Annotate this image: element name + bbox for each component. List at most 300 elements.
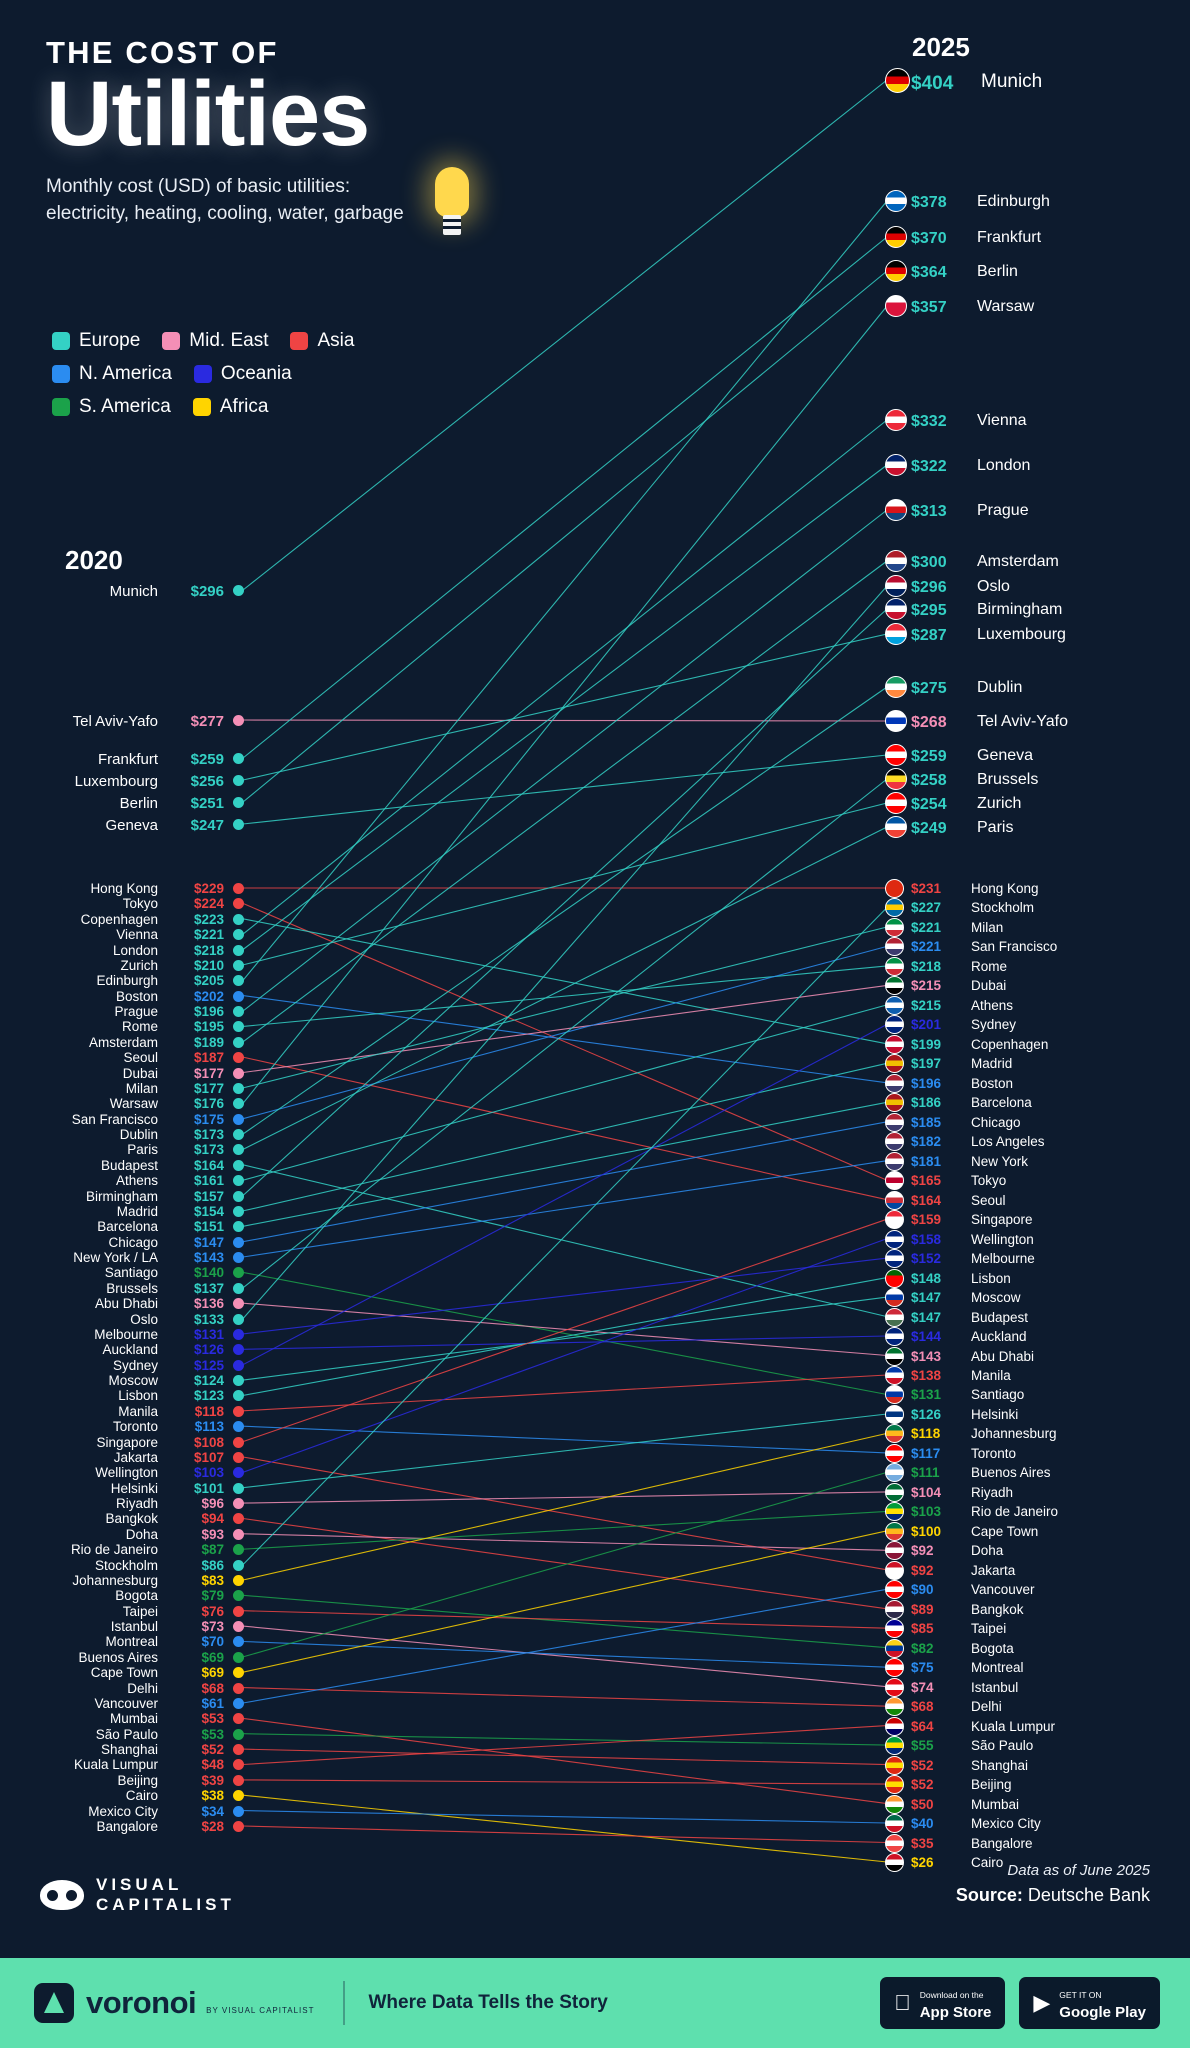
right-row <box>885 819 1190 837</box>
flag-icon-barcelona <box>885 1093 904 1112</box>
city-label: New York <box>971 1153 1029 1169</box>
value-label: $196 <box>911 1075 942 1091</box>
tagline: Where Data Tells the Story <box>368 1992 608 2013</box>
right-row <box>885 1329 1190 1343</box>
city-label: Mumbai <box>971 1796 1020 1812</box>
value-label: $118 <box>194 1403 224 1419</box>
value-label: $92 <box>911 1562 934 1578</box>
left-row <box>0 1804 250 1818</box>
city-label: Brussels <box>106 1280 158 1296</box>
city-label: Kuala Lumpur <box>971 1718 1056 1734</box>
flag-icon-manila <box>885 1366 904 1385</box>
city-label: Los Angeles <box>971 1134 1045 1150</box>
left-row <box>0 1558 250 1572</box>
city-label: Amsterdam <box>977 553 1059 570</box>
city-label: São Paulo <box>95 1726 158 1742</box>
city-label: Copenhagen <box>80 911 158 927</box>
city-label: Manila <box>971 1368 1011 1383</box>
value-label: $370 <box>911 230 947 247</box>
value-label: $176 <box>193 1096 224 1112</box>
flag-icon-edinburgh <box>885 190 907 212</box>
right-row <box>885 939 1190 953</box>
city-label: Oslo <box>977 578 1010 595</box>
value-label: $69 <box>201 1665 224 1681</box>
right-row <box>885 1154 1190 1168</box>
city-label: Frankfurt <box>977 229 1042 246</box>
value-label: $86 <box>201 1557 224 1573</box>
right-row <box>885 900 1190 914</box>
city-label: Bangkok <box>105 1511 158 1527</box>
value-label: $140 <box>193 1265 224 1281</box>
value-label: $35 <box>911 1835 934 1851</box>
left-row <box>0 751 250 768</box>
city-label: Birmingham <box>977 601 1063 618</box>
vc-mark-icon <box>40 1880 84 1910</box>
flag-icon-shanghai <box>885 1756 904 1775</box>
city-label: Buenos Aires <box>971 1465 1051 1481</box>
city-label: Warsaw <box>109 1096 158 1112</box>
city-label: Rio de Janeiro <box>70 1542 158 1558</box>
slope-line <box>243 1511 887 1549</box>
flag-icon-london <box>885 454 907 476</box>
left-row <box>0 927 250 941</box>
city-label: London <box>112 942 158 958</box>
data-point-dot <box>233 1098 244 1109</box>
source-label: Source: <box>955 1885 1023 1905</box>
city-label: Johannesburg <box>72 1572 158 1588</box>
slope-line <box>243 687 887 1134</box>
value-label: $133 <box>193 1311 224 1327</box>
slope-line <box>243 1336 887 1349</box>
flag-icon-tel-aviv-yafo <box>885 710 907 732</box>
app-store-line-2: App Store <box>919 2004 992 2021</box>
value-label: $137 <box>193 1280 224 1296</box>
legend-item-s-america <box>52 396 171 418</box>
slope-line <box>243 779 887 1288</box>
value-label: $185 <box>911 1114 942 1130</box>
flag-icon-helsinki <box>885 1405 904 1424</box>
city-label: Vienna <box>977 412 1027 429</box>
flag-icon-zurich <box>885 792 907 814</box>
city-label: Vancouver <box>94 1695 158 1711</box>
left-row <box>0 773 250 790</box>
left-row <box>0 912 250 926</box>
slope-line <box>243 985 887 1072</box>
flag-icon-mumbai <box>885 1795 904 1814</box>
value-label: $215 <box>911 997 942 1013</box>
flag-icon-riyadh <box>885 1483 904 1502</box>
slope-line <box>243 1457 887 1570</box>
slope-line <box>243 609 887 1196</box>
left-row <box>0 989 250 1003</box>
source <box>956 1885 1150 1906</box>
right-row <box>885 1232 1190 1246</box>
city-label: Milan <box>971 919 1004 935</box>
data-point-dot <box>233 1652 244 1663</box>
app-store-line-1: Download on the <box>919 1989 984 2000</box>
google-play-line-2: Google Play <box>1059 2004 1146 2021</box>
city-label: Amsterdam <box>88 1034 158 1050</box>
right-row <box>885 1465 1190 1479</box>
value-label: $68 <box>911 1699 934 1715</box>
right-row <box>885 959 1190 973</box>
slope-line <box>243 1626 887 1687</box>
lightbulb-icon <box>435 167 469 241</box>
city-label: Istanbul <box>971 1679 1019 1695</box>
slope-line <box>243 1063 887 1211</box>
value-label: $111 <box>911 1465 940 1481</box>
value-label: $107 <box>193 1449 224 1465</box>
data-point-dot <box>233 1344 244 1355</box>
slope-line <box>243 1611 887 1629</box>
value-label: $227 <box>911 900 942 916</box>
value-label: $259 <box>911 748 947 765</box>
slope-line <box>243 1718 887 1803</box>
page-title-text: Utilities <box>46 63 370 166</box>
legend-swatch-icon <box>290 332 308 350</box>
city-label: Riyadh <box>971 1484 1014 1500</box>
left-row <box>0 1819 250 1833</box>
data-point-dot <box>233 1114 244 1125</box>
slope-line <box>243 1492 887 1503</box>
data-point-dot <box>233 1267 244 1278</box>
city-label: Milan <box>125 1080 158 1096</box>
value-label: $275 <box>911 680 947 697</box>
slope-line <box>243 1472 887 1657</box>
left-row <box>0 1573 250 1587</box>
city-label: Edinburgh <box>977 193 1050 210</box>
city-label: Melbourne <box>971 1251 1035 1267</box>
data-point-dot <box>233 1052 244 1063</box>
left-row <box>0 1604 250 1618</box>
left-row <box>0 1312 250 1326</box>
left-row <box>0 1450 250 1464</box>
value-label: $61 <box>201 1695 224 1711</box>
right-row <box>885 1115 1190 1129</box>
subtitle <box>46 173 686 228</box>
value-label: $251 <box>190 795 224 812</box>
city-label: Sydney <box>971 1017 1017 1033</box>
value-label: $103 <box>911 1504 942 1520</box>
value-label: $177 <box>193 1065 224 1081</box>
right-row <box>885 1368 1190 1382</box>
city-label: Warsaw <box>977 298 1035 315</box>
data-point-dot <box>233 1021 244 1032</box>
left-row <box>0 1281 250 1295</box>
flag-icon-rome <box>885 957 904 976</box>
left-row <box>0 1404 250 1418</box>
right-row <box>885 412 1190 430</box>
flag-icon-istanbul <box>885 1678 904 1697</box>
data-point-dot <box>233 1191 244 1202</box>
value-label: $404 <box>911 73 954 94</box>
data-point-dot <box>233 1544 244 1555</box>
city-label: Riyadh <box>115 1496 158 1512</box>
value-label: $332 <box>911 413 947 430</box>
page-title-top: THE COST OF <box>46 35 279 70</box>
city-label: Rome <box>971 958 1008 974</box>
right-row <box>885 1758 1190 1772</box>
data-point-dot <box>233 1790 244 1801</box>
city-label: Singapore <box>971 1212 1033 1228</box>
flag-icon-tokyo <box>885 1171 904 1190</box>
flag-icon-bogota <box>885 1639 904 1658</box>
left-row <box>0 1235 250 1249</box>
value-label: $53 <box>201 1711 224 1727</box>
data-point-dot <box>233 1683 244 1694</box>
data-as-of: Data as of June 2025 <box>1007 1862 1150 1879</box>
right-row <box>885 1485 1190 1499</box>
value-label: $258 <box>911 772 947 789</box>
city-label: Abu Dhabi <box>971 1348 1035 1364</box>
value-label: $82 <box>911 1640 934 1656</box>
right-row <box>885 1777 1190 1791</box>
right-row <box>885 1212 1190 1226</box>
right-row <box>885 193 1190 211</box>
city-label: Montreal <box>971 1660 1024 1676</box>
left-row <box>0 1358 250 1372</box>
legend-item-oceania <box>194 363 292 385</box>
left-row <box>0 1189 250 1203</box>
voronoi-name: voronoi <box>86 1985 197 2020</box>
city-label: Chicago <box>108 1234 158 1250</box>
value-label: $104 <box>911 1484 942 1500</box>
city-label: Bangalore <box>971 1835 1033 1851</box>
value-label: $28 <box>201 1819 224 1834</box>
city-label: Santiago <box>971 1387 1025 1403</box>
left-row <box>0 1788 250 1802</box>
slope-line <box>243 1272 887 1394</box>
value-label: $158 <box>911 1231 942 1247</box>
value-label: $224 <box>193 896 224 912</box>
app-store-button[interactable] <box>880 1977 1005 2029</box>
left-row <box>0 1742 250 1756</box>
city-label: Budapest <box>100 1157 158 1173</box>
value-label: $143 <box>193 1250 224 1266</box>
city-label: Luxembourg <box>977 626 1066 643</box>
store-badges <box>866 1977 1160 2029</box>
right-row <box>885 1699 1190 1713</box>
flag-icon-melbourne <box>885 1249 904 1268</box>
left-row <box>0 1665 250 1679</box>
left-row <box>0 1619 250 1633</box>
value-label: $196 <box>193 1004 224 1020</box>
right-row <box>885 1407 1190 1421</box>
column-header-2025: 2025 <box>912 32 970 62</box>
city-label: Luxembourg <box>74 773 158 790</box>
city-label: Cape Town <box>971 1523 1039 1539</box>
slope-line <box>243 1795 887 1862</box>
flag-icon-milan <box>885 918 904 937</box>
legend-swatch-icon <box>52 332 70 350</box>
city-label: Delhi <box>971 1699 1002 1715</box>
value-label: $254 <box>911 796 947 813</box>
value-label: $182 <box>911 1134 942 1150</box>
city-label: Montreal <box>105 1634 158 1650</box>
city-label: Tokyo <box>971 1173 1007 1189</box>
data-point-dot <box>233 1390 244 1401</box>
left-row <box>0 1096 250 1110</box>
flag-icon-frankfurt <box>885 226 907 248</box>
value-label: $300 <box>911 554 947 571</box>
data-point-dot <box>233 1713 244 1724</box>
slope-line <box>243 1303 887 1355</box>
data-point-dot <box>233 1590 244 1601</box>
value-label: $53 <box>201 1726 224 1742</box>
value-label: $75 <box>911 1660 934 1676</box>
data-point-dot <box>233 1360 244 1371</box>
right-row <box>885 1738 1190 1752</box>
slope-line <box>243 755 887 824</box>
flag-icon-copenhagen <box>885 1035 904 1054</box>
value-label: $313 <box>911 503 947 520</box>
value-label: $125 <box>193 1357 224 1373</box>
right-row <box>885 1504 1190 1518</box>
city-label: Dubai <box>122 1065 158 1081</box>
flag-icon-beijing <box>885 1775 904 1794</box>
vc-line-2: CAPITALIST <box>96 1894 235 1914</box>
city-label: Birmingham <box>85 1188 158 1204</box>
value-label: $147 <box>193 1234 224 1250</box>
value-label: $93 <box>201 1526 224 1542</box>
flag-icon-doha <box>885 1541 904 1560</box>
flag-icon-singapore <box>885 1210 904 1229</box>
left-row <box>0 1035 250 1049</box>
left-row <box>0 1711 250 1725</box>
slope-line <box>243 1531 887 1672</box>
city-label: Delhi <box>127 1680 158 1696</box>
legend-label: Europe <box>79 330 141 351</box>
city-label: Copenhagen <box>971 1036 1049 1052</box>
data-point-dot <box>233 1606 244 1617</box>
city-label: Melbourne <box>94 1326 158 1342</box>
data-point-dot <box>233 1283 244 1294</box>
slope-line <box>243 1734 887 1745</box>
data-point-dot <box>233 1221 244 1232</box>
legend-label: Asia <box>317 330 355 351</box>
city-label: Sydney <box>112 1357 158 1373</box>
city-label: Stockholm <box>94 1557 158 1573</box>
city-label: Munich <box>109 583 158 600</box>
value-label: $34 <box>201 1803 224 1819</box>
value-label: $87 <box>201 1542 224 1558</box>
city-label: Helsinki <box>971 1406 1019 1422</box>
city-label: Mexico City <box>88 1803 158 1819</box>
value-label: $38 <box>201 1788 224 1804</box>
value-label: $39 <box>201 1772 224 1788</box>
city-label: Prague <box>977 502 1029 519</box>
header <box>46 36 686 228</box>
city-label: Moscow <box>108 1373 158 1389</box>
city-label: London <box>977 457 1031 474</box>
data-point-dot <box>233 797 244 808</box>
city-label: Auckland <box>102 1342 158 1358</box>
data-point-dot <box>233 1498 244 1509</box>
slope-line <box>243 420 887 934</box>
city-label: San Francisco <box>971 939 1058 955</box>
value-label: $69 <box>201 1649 224 1665</box>
value-label: $124 <box>193 1373 224 1389</box>
legend-label: Mid. East <box>189 330 269 351</box>
data-point-dot <box>233 898 244 909</box>
flag-icon-munich <box>885 68 910 93</box>
flag-icon-jakarta <box>885 1561 904 1580</box>
slope-line <box>243 946 887 1118</box>
city-label: Zurich <box>120 957 158 973</box>
value-label: $117 <box>911 1445 941 1461</box>
legend-swatch-icon <box>52 365 70 383</box>
flag-icon-amsterdam <box>885 550 907 572</box>
city-label: Athens <box>971 997 1014 1013</box>
legend-swatch-icon <box>193 398 211 416</box>
value-label: $152 <box>911 1251 942 1267</box>
google-play-button[interactable] <box>1019 1977 1160 2029</box>
flag-icon-buenos-aires <box>885 1463 904 1482</box>
value-label: $144 <box>911 1329 942 1345</box>
data-point-dot <box>233 1406 244 1417</box>
value-label: $159 <box>911 1212 942 1228</box>
value-label: $259 <box>190 751 224 768</box>
city-label: Madrid <box>971 1056 1013 1072</box>
left-row <box>0 1419 250 1433</box>
slope-line <box>243 1519 887 1609</box>
value-label: $70 <box>201 1634 224 1650</box>
legend-label: Oceania <box>220 363 292 384</box>
city-label: Doha <box>125 1526 158 1542</box>
slope-line <box>243 1024 887 1364</box>
city-label: Barcelona <box>97 1219 158 1235</box>
left-row <box>0 1634 250 1648</box>
right-row <box>885 263 1190 281</box>
value-label: $143 <box>911 1348 942 1364</box>
flag-icon-luxembourg <box>885 623 907 645</box>
value-label: $295 <box>911 602 947 619</box>
legend-label: S. America <box>79 396 171 417</box>
flag-icon-brussels <box>885 768 907 790</box>
data-point-dot <box>233 1037 244 1048</box>
value-label: $74 <box>911 1679 934 1695</box>
city-label: Cairo <box>125 1788 158 1804</box>
value-label: $113 <box>194 1419 224 1435</box>
value-label: $126 <box>193 1342 224 1358</box>
value-label: $215 <box>911 978 942 994</box>
legend-swatch-icon <box>194 365 212 383</box>
city-label: Athens <box>115 1173 158 1189</box>
left-row <box>0 1081 250 1095</box>
left-row <box>0 1112 250 1126</box>
city-label: Istanbul <box>110 1619 158 1635</box>
data-point-dot <box>233 1175 244 1186</box>
city-label: Santiago <box>104 1265 158 1281</box>
data-point-dot <box>233 1729 244 1740</box>
city-label: Hong Kong <box>971 881 1039 896</box>
right-row <box>885 1797 1190 1811</box>
data-point-dot <box>233 1513 244 1524</box>
city-label: Dublin <box>977 679 1023 696</box>
value-label: $221 <box>911 939 942 955</box>
city-label: Abu Dhabi <box>94 1296 158 1312</box>
voronoi-logo[interactable] <box>34 1983 315 2023</box>
value-label: $50 <box>911 1796 934 1812</box>
left-row <box>0 1727 250 1741</box>
slope-line <box>243 903 887 1180</box>
city-label: Wellington <box>971 1231 1034 1247</box>
city-label: Bogota <box>971 1640 1014 1656</box>
left-row <box>0 1019 250 1033</box>
data-point-dot <box>233 1744 244 1755</box>
value-label: $164 <box>911 1192 942 1208</box>
slope-line <box>243 1749 887 1765</box>
